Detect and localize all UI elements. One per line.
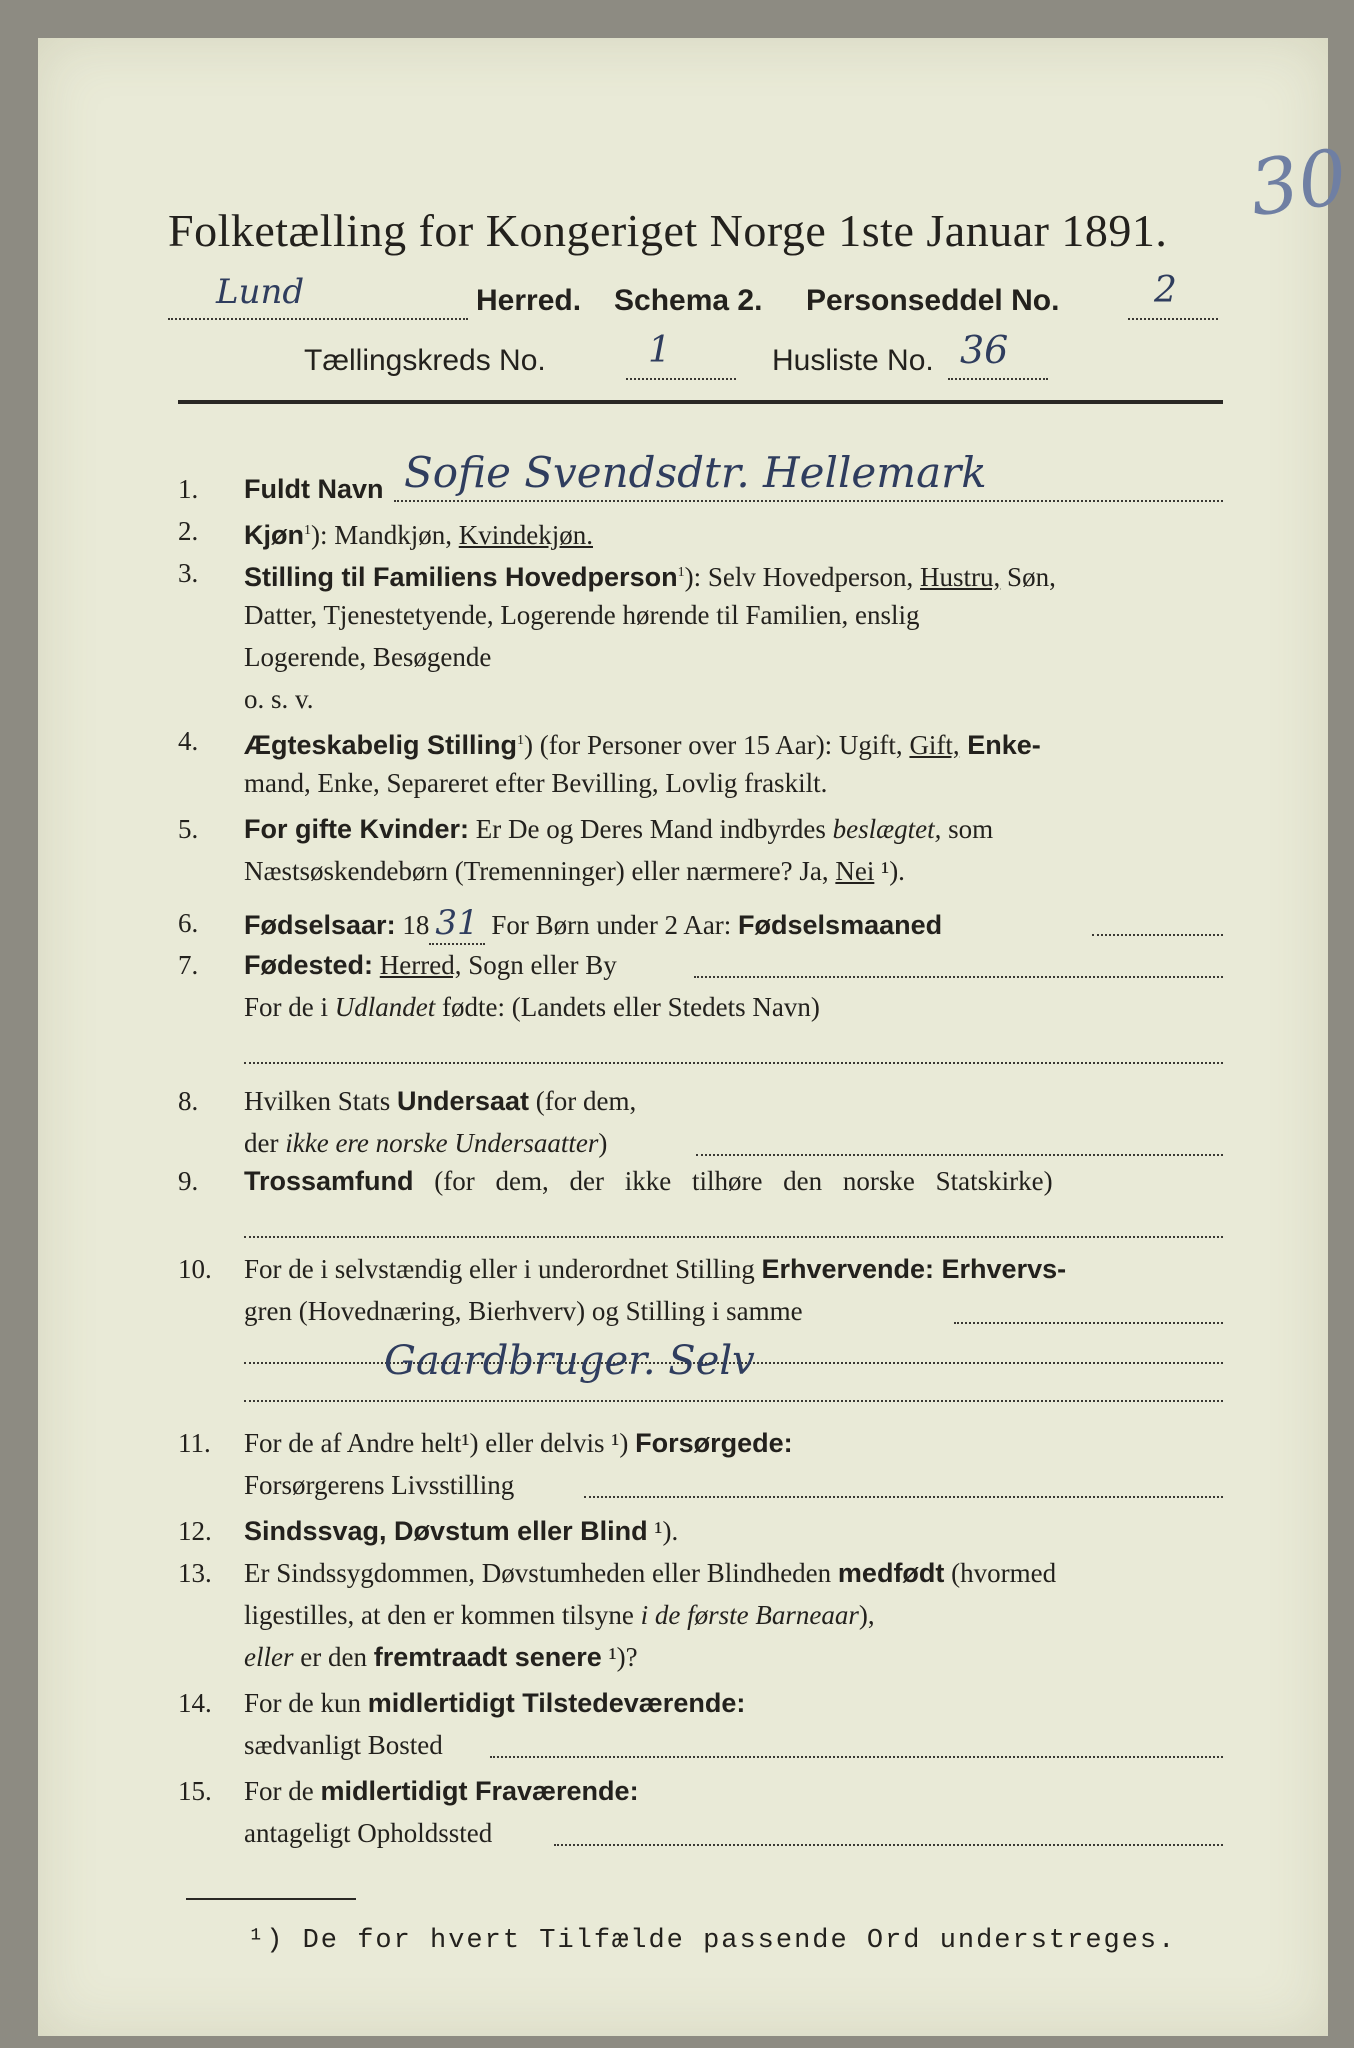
fill-line bbox=[694, 976, 1223, 978]
answer-selected: Nei bbox=[835, 856, 875, 886]
item-label: midlertidigt Tilstedeværende: bbox=[367, 1688, 746, 1718]
item-label: Kjøn bbox=[244, 520, 304, 550]
tellingskreds-label: Tællingskreds No. bbox=[304, 344, 546, 377]
option-text: o. s. v. bbox=[244, 684, 314, 714]
item-number: 7. bbox=[178, 950, 199, 980]
item-number: 11. bbox=[178, 1428, 211, 1458]
item-text: For de i bbox=[244, 992, 335, 1022]
question-text: ¹). bbox=[874, 856, 905, 886]
item-number: 10. bbox=[178, 1254, 212, 1284]
item-number: 9. bbox=[178, 1166, 199, 1196]
tellingskreds-field bbox=[626, 330, 736, 380]
fill-line bbox=[1092, 934, 1223, 936]
question-text: Er De og Deres Mand indbyrdes bbox=[469, 814, 833, 844]
fill-line bbox=[584, 1496, 1223, 1498]
item-label: medfødt bbox=[837, 1558, 945, 1588]
item-text: Hvilken Stats bbox=[244, 1086, 397, 1116]
item-text: ¹). bbox=[647, 1516, 679, 1546]
option-text: Datter, Tjenestetyende, Logerende hørende til Familien, enslig bbox=[244, 600, 920, 630]
herred-field bbox=[168, 272, 468, 320]
item-text: (hvormed bbox=[944, 1558, 1057, 1588]
fill-line bbox=[244, 1236, 1223, 1238]
item-text: der bbox=[244, 1128, 286, 1158]
item-number: 5. bbox=[178, 814, 199, 844]
husliste-field bbox=[948, 328, 1048, 380]
item-text: i de første Barneaar bbox=[640, 1600, 859, 1630]
fill-line bbox=[954, 1322, 1223, 1324]
item-text: For de af Andre helt bbox=[244, 1428, 462, 1458]
item-text: fødte: (Landets eller Stedets Navn) bbox=[435, 992, 820, 1022]
birth-year-value: 31 bbox=[429, 903, 484, 945]
footnote-ref: 1 bbox=[304, 523, 311, 538]
item-text: ¹) eller delvis ¹) bbox=[461, 1428, 636, 1458]
item-number: 15. bbox=[178, 1776, 212, 1806]
name-fill-line bbox=[394, 500, 1223, 502]
husliste-value: 36 bbox=[960, 328, 1009, 372]
position-selected: Hustru, bbox=[920, 562, 1001, 592]
gender-options: ): Mandkjøn, bbox=[311, 520, 459, 550]
item-text: ikke ere norske Undersaatter bbox=[285, 1128, 599, 1158]
birthplace-selected: Herred, bbox=[379, 950, 462, 980]
option-text: Logerende, Besøgende bbox=[244, 642, 492, 672]
item-label: Fuldt Navn bbox=[244, 474, 384, 504]
question-text: beslægtet, bbox=[832, 814, 942, 844]
tellingskreds-value: 1 bbox=[648, 330, 671, 371]
item-text bbox=[373, 950, 380, 980]
item-label: Forsørgede: bbox=[635, 1428, 793, 1458]
herred-label: Herred. bbox=[476, 284, 582, 317]
item-number: 8. bbox=[178, 1086, 199, 1116]
corner-page-number: 30 bbox=[1244, 131, 1353, 234]
item-text: (for dem, der ikke tilhøre den norske Statskirke) bbox=[413, 1166, 1053, 1196]
item-label: Trossamfund bbox=[244, 1166, 414, 1196]
item-label: Fødselsmaaned bbox=[738, 910, 943, 940]
item-text: For de kun bbox=[244, 1688, 368, 1718]
item-label: Fødested: bbox=[244, 950, 374, 980]
schema-label: Schema 2. bbox=[614, 284, 763, 317]
fill-line bbox=[554, 1844, 1223, 1846]
item-text: ligestilles, at den er kommen tilsyne bbox=[244, 1600, 641, 1630]
item-label: Undersaat bbox=[397, 1086, 530, 1116]
husliste-label: Husliste No. bbox=[772, 344, 934, 377]
gender-selected: Kvindekjøn. bbox=[458, 520, 593, 550]
item-text: (for dem, bbox=[529, 1086, 637, 1116]
fill-line bbox=[696, 1154, 1223, 1156]
option-text: Søn, bbox=[1000, 562, 1056, 592]
item-text: For Børn under 2 Aar: bbox=[484, 910, 739, 940]
item-label: Fødselsaar: bbox=[244, 910, 396, 940]
item-text: For de bbox=[244, 1776, 321, 1806]
item-text: For de i selvstændig eller i underordnet Stilling bbox=[244, 1254, 762, 1284]
item-text: sædvanligt Bosted bbox=[244, 1730, 443, 1760]
item-text: Forsørgerens Livsstilling bbox=[244, 1470, 515, 1500]
item-number: 1. bbox=[178, 474, 199, 504]
item-number: 3. bbox=[178, 558, 199, 588]
option-text: Enke- bbox=[959, 730, 1041, 760]
item-text: ), bbox=[858, 1600, 875, 1630]
item-number: 14. bbox=[178, 1688, 212, 1718]
option-text: mand, Enke, Separeret efter Bevilling, Lovlig fraskilt. bbox=[244, 768, 828, 798]
item-text: ¹)? bbox=[601, 1642, 638, 1672]
fill-line bbox=[244, 1062, 1223, 1064]
personseddel-value: 2 bbox=[1154, 270, 1177, 311]
item-label: Erhvervende: bbox=[761, 1254, 935, 1284]
item-text: antageligt Opholdssted bbox=[244, 1818, 493, 1848]
footnote: ¹) De for hvert Tilfælde passende Ord understreges. bbox=[248, 1926, 1177, 1956]
option-text: ) (for Personer over 15 Aar): Ugift, bbox=[524, 730, 910, 760]
item-label: Ægteskabelig Stilling bbox=[244, 730, 518, 760]
item-label: Erhvervs- bbox=[934, 1254, 1067, 1284]
item-text: Er Sindssygdommen, Døvstumheden eller Blindheden bbox=[244, 1558, 838, 1588]
header-line-kreds bbox=[168, 328, 1248, 388]
item-text: er den bbox=[293, 1642, 374, 1672]
personseddel-field bbox=[1128, 270, 1218, 320]
question-text: som bbox=[941, 814, 994, 844]
form-title: Folketælling for Kongeriget Norge 1ste Januar 1891. bbox=[168, 205, 1168, 256]
item-label: Sindssvag, Døvstum eller Blind bbox=[244, 1516, 648, 1546]
item-number: 2. bbox=[178, 516, 199, 546]
item-text: ) bbox=[598, 1128, 608, 1158]
footnote-ref: 1 bbox=[677, 565, 685, 580]
footnote-divider bbox=[186, 1898, 356, 1900]
occupation-value: Gaardbruger. Selv bbox=[384, 1338, 755, 1384]
item-text: Udlandet bbox=[334, 992, 436, 1022]
item-number: 4. bbox=[178, 726, 199, 756]
item-number: 13. bbox=[178, 1558, 212, 1588]
personseddel-label: Personseddel No. bbox=[806, 284, 1060, 317]
header-line-herred bbox=[168, 270, 1248, 328]
item-text: eller bbox=[244, 1642, 294, 1672]
marital-selected: Gift, bbox=[909, 730, 960, 760]
full-name-value: Sofie Svendsdtr. Hellemark bbox=[404, 448, 987, 497]
item-label: fremtraadt senere bbox=[373, 1642, 602, 1672]
herred-value: Lund bbox=[216, 272, 305, 312]
item-text: Sogn eller By bbox=[461, 950, 617, 980]
item-label: midlertidigt Fraværende: bbox=[320, 1776, 639, 1806]
item-label: For gifte Kvinder: bbox=[244, 814, 470, 844]
option-text: ): Selv Hovedperson, bbox=[684, 562, 921, 592]
year-prefix: 18 bbox=[402, 910, 430, 940]
item-number: 12. bbox=[178, 1516, 212, 1546]
header-divider bbox=[178, 400, 1223, 404]
fill-line bbox=[244, 1400, 1223, 1402]
item-label: Stilling til Familiens Hovedperson bbox=[244, 562, 678, 592]
census-form-sheet bbox=[38, 38, 1353, 2036]
footnote-ref: 1 bbox=[517, 733, 525, 748]
item-number: 6. bbox=[178, 908, 199, 938]
question-text: Næstsøskendebørn (Tremenninger) eller nærmere? Ja, bbox=[244, 856, 836, 886]
fill-line bbox=[490, 1756, 1223, 1758]
item-text: gren (Hovednæring, Bierhverv) og Stilling i samme bbox=[244, 1296, 803, 1326]
